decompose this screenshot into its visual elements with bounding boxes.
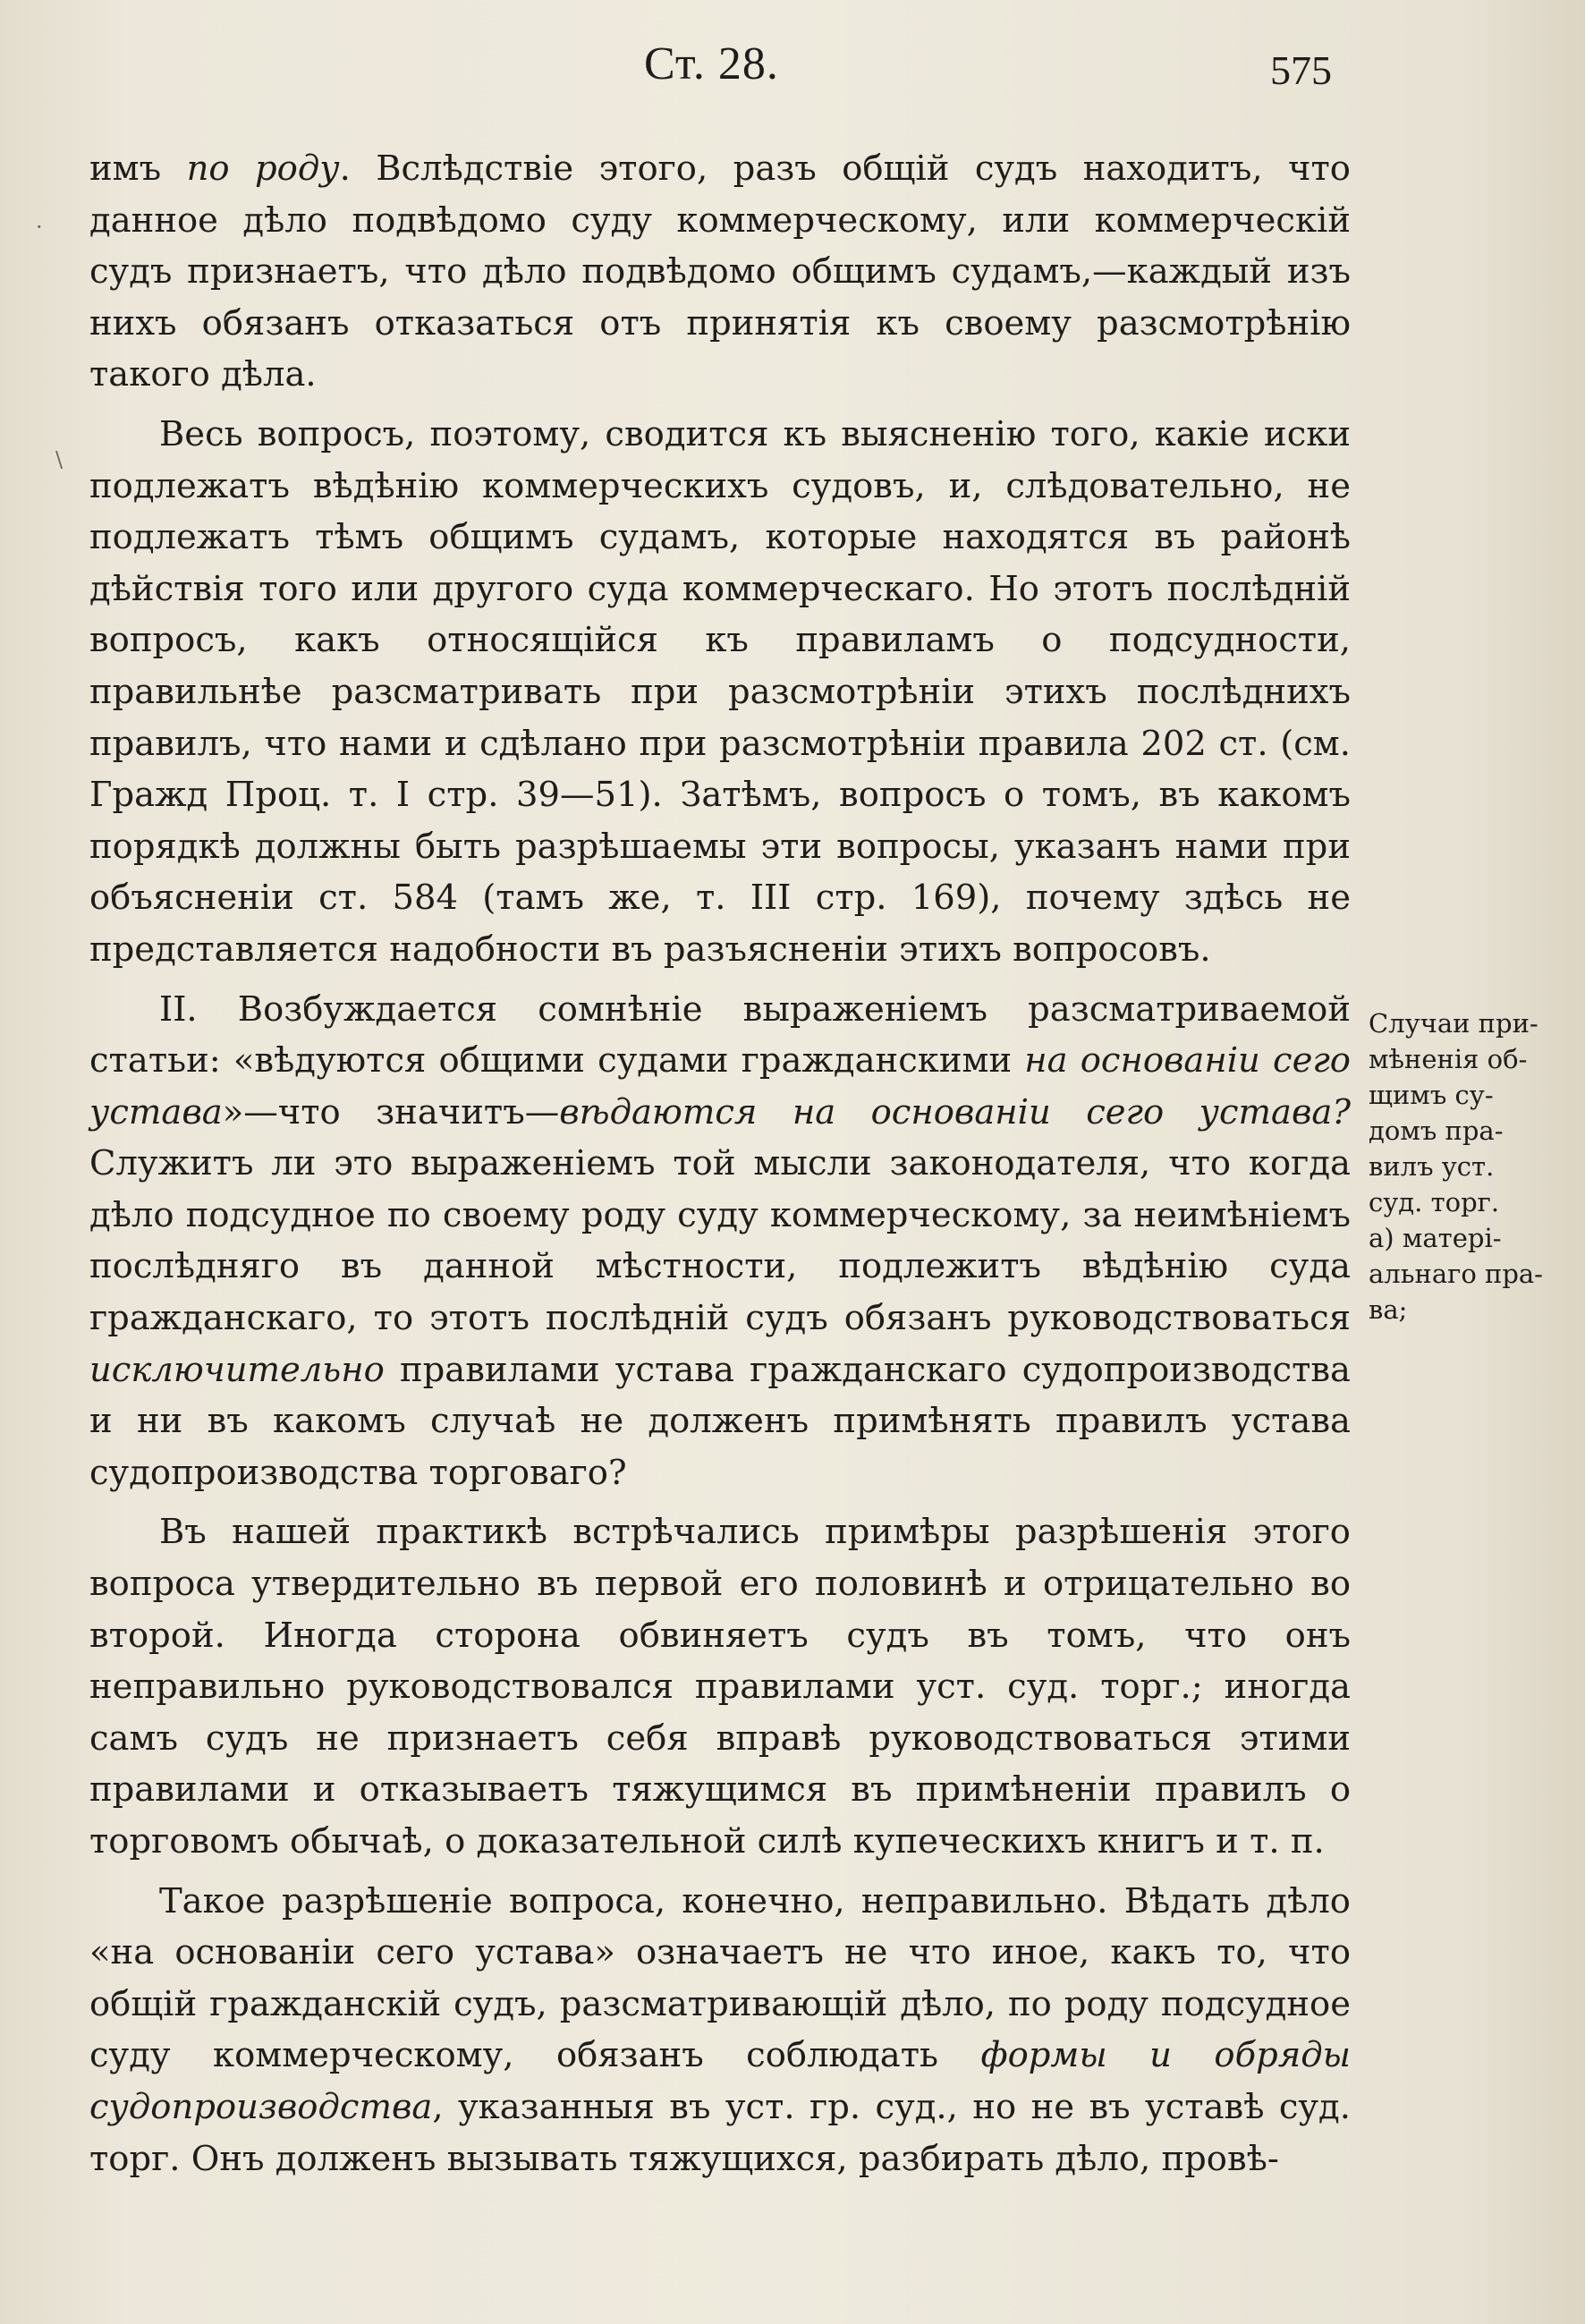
text-run: Весь вопросъ, поэтому, сводится къ выясненію того, какіе иски подлежатъ вѣдѣнію коммерческихъ судовъ, и, слѣдовательно, не подлежатъ тѣмъ общимъ судамъ, которые находятся въ районѣ дѣйствія того или другого суда коммерческаго. Но этотъ послѣдній вопросъ, какъ относящійся къ правиламъ о подсудности, правильнѣе разсматривать при разсмотрѣніи этихъ послѣднихъ правилъ, что нами и сдѣлано при разсмотрѣніи правила 202 ст. (см. Гражд Проц. т. I стр. 39—51). Затѣмъ, вопросъ о томъ, въ какомъ порядкѣ должны быть разрѣшаемы эти вопросы, указанъ нами при объясненіи ст. 584 (тамъ же, т. III стр. 169), почему здѣсь не представляется надобности въ разъясненіи этихъ вопросовъ. (89, 413, 1351, 970)
paragraph-p3 (89, 984, 1351, 1499)
paragraph-p1 (89, 143, 1351, 401)
text-run: , указанныя въ уст. гр. суд., но не въ уставѣ суд. торг. Онъ долженъ вызывать тяжущихся, разбирать дѣло, провѣ- (89, 2086, 1351, 2179)
running-header-article: Ст. 28. (644, 38, 779, 89)
margin-note-line: суд. торг. (1369, 1187, 1500, 1217)
margin-note-line: мѣненія об- (1369, 1044, 1528, 1074)
text-run: имъ (89, 148, 187, 189)
text-run: правилами устава гражданскаго судопроизводства и ни въ какомъ случаѣ не долженъ примѣнять правилъ устава судопроизводства торговаго? (89, 1349, 1351, 1493)
italic-phrase: формы и обряды судопроизводства (89, 2035, 1351, 2127)
text-run: Служитъ ли это выраженіемъ той мысли законодателя, что когда дѣло подсудное по своему роду суду коммерческому, за неимѣніемъ послѣдняго въ данной мѣстности, подлежитъ вѣдѣнію суда гражданскаго, то этотъ послѣдній судъ обязанъ руководствоваться (89, 1143, 1351, 1339)
margin-note-line: щимъ су- (1369, 1080, 1494, 1110)
margin-dot-mark: · (36, 215, 43, 240)
text-run: »—что значитъ— (222, 1091, 560, 1132)
text-run: . Вслѣдствіе этого, разъ общій судъ находитъ, что данное дѣло подвѣдомо суду коммерческому, или коммерческій судъ признаетъ, что дѣло подвѣдомо общимъ судамъ,—каждый изъ нихъ обязанъ отказаться отъ принятія къ своему разсмотрѣнію такого дѣла. (89, 148, 1351, 395)
italic-phrase: исключительно (89, 1349, 385, 1390)
italic-phrase: вѣдаются на основаніи сего устава? (559, 1091, 1352, 1132)
main-text-column (89, 143, 1351, 2184)
italic-phrase: на основаніи сего устава (89, 1040, 1351, 1132)
italic-phrase: по роду (186, 148, 340, 189)
margin-note (1369, 1005, 1556, 1327)
paragraph-p2 (89, 409, 1351, 976)
margin-note-line: вилъ уст. (1369, 1151, 1495, 1182)
text-run: Такое разрѣшеніе вопроса, конечно, неправильно. Вѣдать дѣло «на основаніи сего устава» означаетъ не что иное, какъ то, что общій гражданскій судъ, разсматривающій дѣло, по роду подсудное суду коммерческому, обязанъ соблюдать (89, 1880, 1351, 2076)
margin-note-line: ва; (1369, 1294, 1408, 1325)
margin-note-line: а) матері- (1369, 1223, 1502, 1253)
text-run: II. Возбуждается сомнѣніе выраженіемъ разсматриваемой статьи: «вѣдуются общими судами гражданскими (89, 988, 1351, 1081)
paragraph-p4 (89, 1506, 1351, 1867)
margin-note-line: Случаи при- (1369, 1008, 1538, 1039)
margin-note-line: домъ пра- (1369, 1115, 1504, 1146)
page-number: 575 (1270, 47, 1332, 93)
paragraph-p5 (89, 1876, 1351, 2185)
margin-tick-mark: \ (55, 447, 64, 472)
text-run: Въ нашей практикѣ встрѣчались примѣры разрѣшенія этого вопроса утвердительно въ первой его половинѣ и отрицательно во второй. Иногда сторона обвиняетъ судъ въ томъ, что онъ неправильно руководствовался правилами уст. суд. торг.; иногда самъ судъ не признаетъ себя вправѣ руководствоваться этими правилами и отказываетъ тяжущимся въ примѣненіи правилъ о торговомъ обычаѣ, о доказательной силѣ купеческихъ книгъ и т. п. (89, 1512, 1351, 1862)
margin-note-line: альнаго пра- (1369, 1259, 1543, 1289)
